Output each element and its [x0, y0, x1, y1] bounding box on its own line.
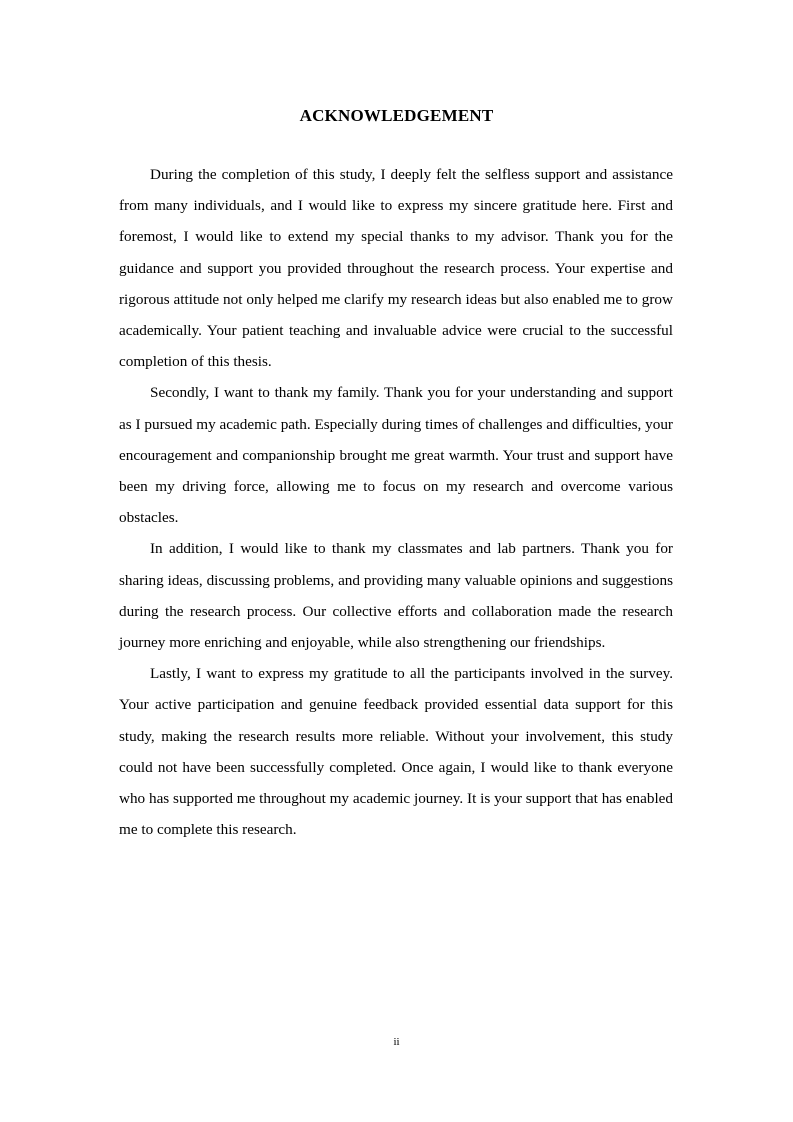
page-title: ACKNOWLEDGEMENT — [299, 106, 494, 125]
paragraph-classmates: In addition, I would like to thank my classmates and lab partners. Thank you for sharing ideas, discussing problems, and providing many valuable opinions and suggestions during the research process. Our collective efforts and collaboration made the research journey more enriching and enjoyable, while also strengthening our friendships. — [119, 540, 673, 652]
acknowledgement-body — [119, 159, 673, 845]
paragraph-participants: Lastly, I want to express my gratitude to all the participants involved in the survey. Your active participation and genuine feedback provided essential data support for this study, making the research results more reliable. Without your involvement, this study could not have been successfully completed. Once again, I would like to thank everyone who has supported me throughout my academic journey. It is your support that has enabled me to complete this research. — [119, 665, 673, 839]
paragraph-family: Secondly, I want to thank my family. Thank you for your understanding and support as I pursued my academic path. Especially during times of challenges and difficulties, your encouragement and companionship brought me great warmth. Your trust and support have been my driving force, allowing me to focus on my research and overcome various obstacles. — [119, 384, 673, 527]
page-number: ii — [393, 1036, 400, 1048]
paragraph-advisor: During the completion of this study, I deeply felt the selfless support and assistance from many individuals, and I would like to express my sincere gratitude here. First and foremost, I would like to extend my special thanks to my advisor. Thank you for the guidance and support you provided throughout the research process. Your expertise and rigorous attitude not only helped me clarify my research ideas but also enabled me to grow academically. Your patient teaching and invaluable advice were crucial to the successful completion of this thesis. — [119, 166, 673, 371]
